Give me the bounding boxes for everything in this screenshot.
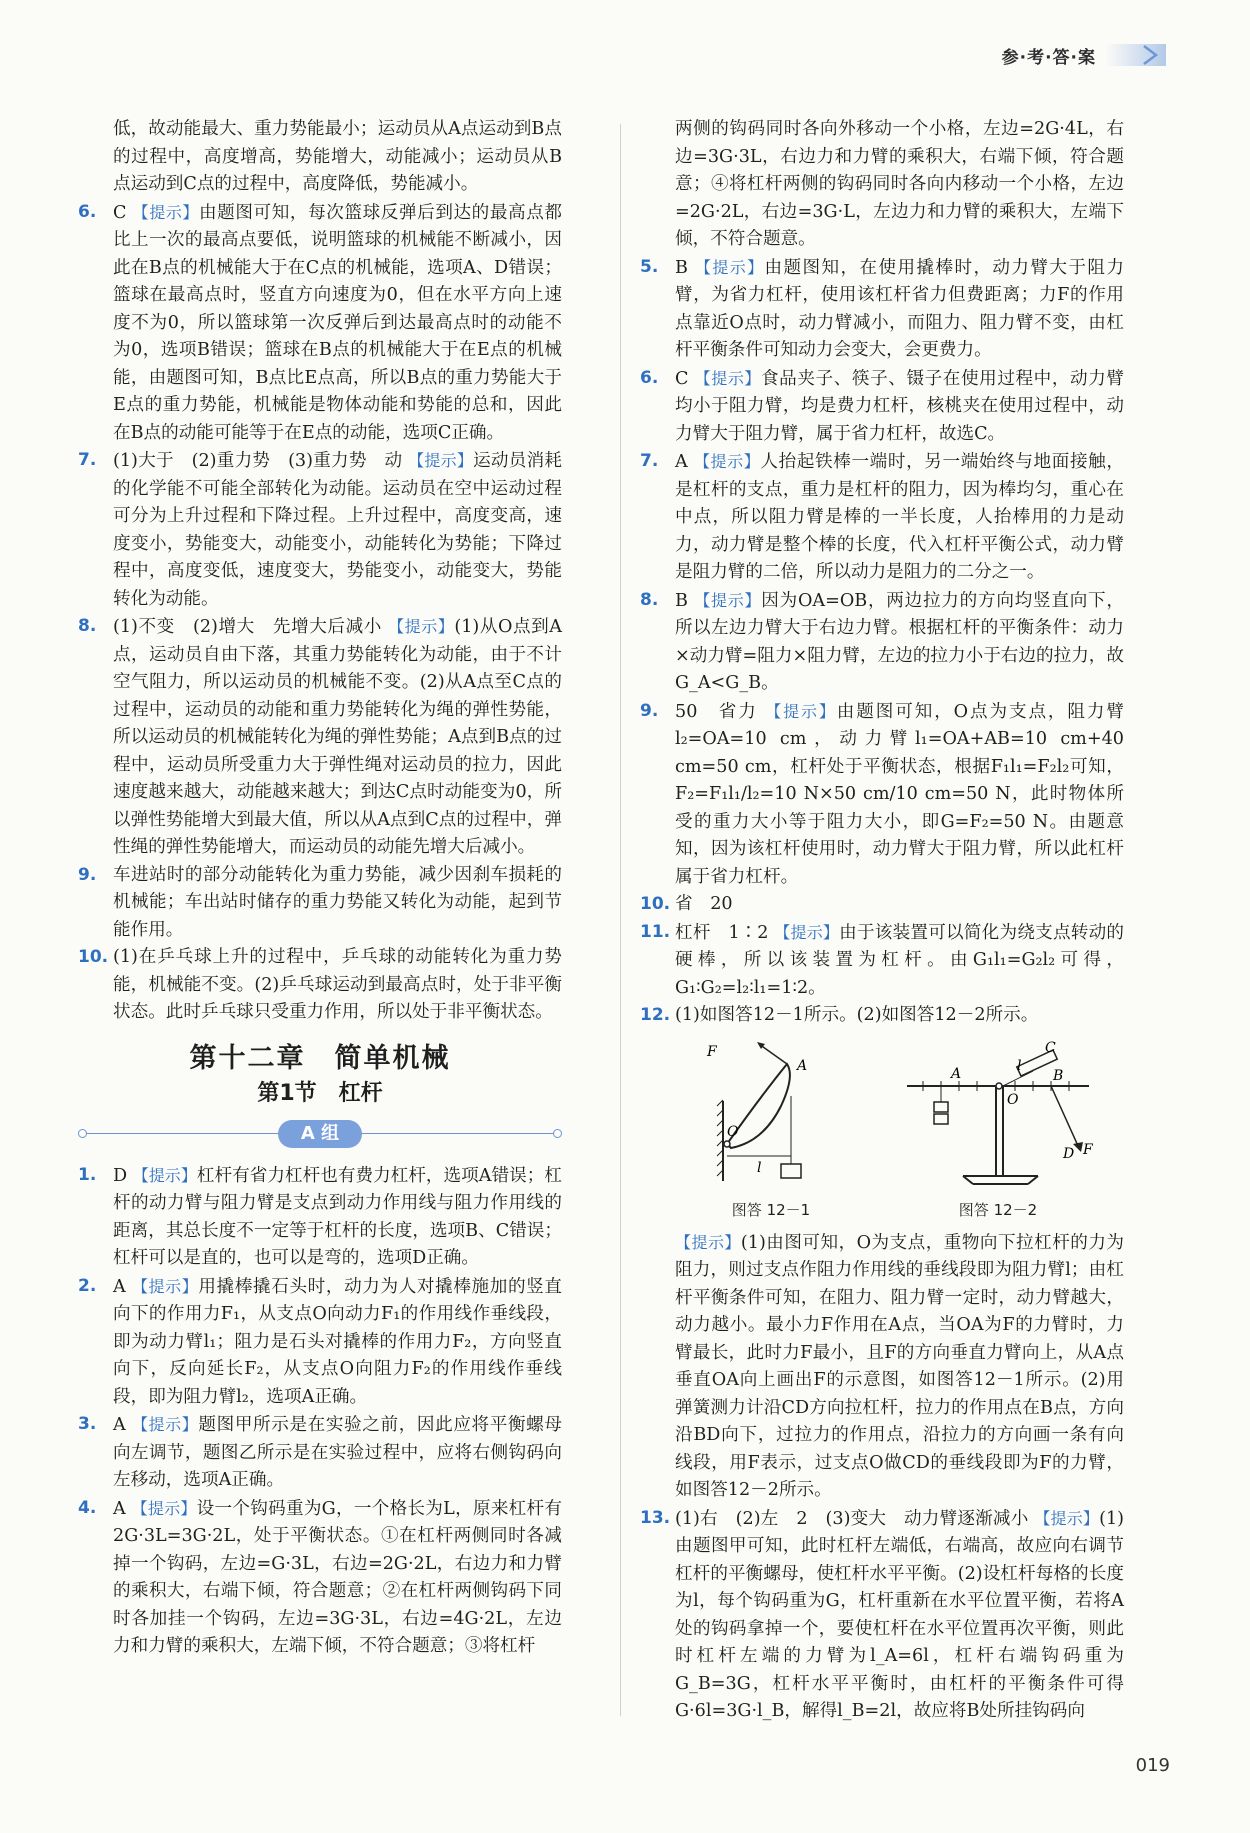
hint-label: 【提示】 bbox=[408, 451, 474, 470]
item-number: 12. bbox=[640, 1005, 671, 1025]
hint-label: 【提示】 bbox=[675, 1232, 741, 1252]
label-l: l bbox=[757, 1159, 762, 1176]
answer-item-7 bbox=[78, 447, 562, 613]
label-F: F bbox=[707, 1043, 717, 1060]
answer-item-a12-hint bbox=[640, 1229, 1124, 1505]
continued-text: 两侧的钩码同时各向外移动一个小格，左边=2G·4L，右边=3G·3L，右边力和力臂的乘积大，右端下倾，符合题意；④将杠杆两侧的钩码同时各向内移动一个小格，左边=2G·2L，右边=3G·L，左边力和力臂的乘积大，左端下倾，不符合题意。 bbox=[675, 119, 1124, 249]
item-number: 2. bbox=[78, 1275, 97, 1296]
label-F: F bbox=[1083, 1141, 1093, 1158]
item-number: 7. bbox=[78, 450, 97, 470]
explanation: 由于该装置可以简化为绕支点转动的硬棒，所以该装置为杠杆。由G₁l₁=G₂l₂可得，G₁∶G₂=l₂∶l₁=1∶2。 bbox=[675, 922, 1124, 998]
explanation: 题图甲所示是在实验之前，因此应将平衡螺母向左调节，题图乙所示是在实验过程中，应将右侧钩码向左移动，选项A正确。 bbox=[113, 1415, 562, 1490]
continued-text: 低，故动能最大、重力势能最小；运动员从A点运动到B点的过程中，高度增高，势能增大，动能减小；运动员从B点运动到C点的过程中，高度降低，势能减小。 bbox=[113, 119, 562, 194]
answer-item-a13 bbox=[640, 1505, 1124, 1726]
answer-choice: A bbox=[675, 452, 688, 472]
figure-12-1 bbox=[701, 1036, 841, 1225]
chapter-title: 第十二章 简单机械 bbox=[189, 1042, 451, 1074]
label-D: D bbox=[1063, 1145, 1075, 1162]
answer-item-a8 bbox=[640, 587, 1124, 698]
hint-label: 【提示】 bbox=[765, 701, 837, 721]
page-header bbox=[1002, 38, 1166, 72]
right-column bbox=[640, 116, 1124, 1726]
answer-item-a11 bbox=[640, 919, 1124, 1003]
lever-diagram-2 bbox=[903, 1036, 1093, 1186]
explanation: 由题图可知，O点为支点，阻力臂l₂=OA=10 cm，动力臂l₁=OA+AB=10 cm+40 cm=50 cm，杠杆处于平衡状态，根据F₁l₁=F₂l₂可知，F₂=F₁l₁/l₂=10 N×50 cm/10 cm=50 N，此时物体所受的重力大小等于阻力大小，即G=F₂=50 N。由题意知，因为该杠杆使用时，动力臂大于阻力臂，所以此杠杆属于省力杠杆。 bbox=[675, 701, 1124, 887]
explanation: 车进站时的部分动能转化为重力势能，减少因刹车损耗的机械能；车出站时储存的重力势能又转化为动能，起到节能作用。 bbox=[113, 864, 562, 940]
answer-item-8 bbox=[78, 613, 562, 862]
explanation: (1)由题图甲可知，此时杠杆左端低，右端高，故应向右调节杠杆的平衡螺母，使杠杆水平平衡。(2)设杠杆每格的长度为l，每个钩码重为G，杠杆重新在水平位置平衡，若将A处的钩码拿掉一个，要使杠杆在水平位置再次平衡，则此时杠杆左端的力臂为l_A=6l，杠杆右端钩码重为G_B=3G，杠杆水平平衡时，由杠杆的平衡条件可得G·6l=3G·l_B，解得l_B=2l，故应将B处所挂钩码向 bbox=[675, 1508, 1125, 1721]
answer-choice: A bbox=[113, 1276, 126, 1297]
explanation: 运动员消耗的化学能不可能全部转化为动能。运动员在空中运动过程可分为上升过程和下降过程。上升过程中，高度变高，速度变小，势能变大，动能变小，动能转化为势能；下降过程中，高度变低，速度变大，势能变小，动能变大，势能转化为动能。 bbox=[113, 451, 562, 609]
answer-choice: D bbox=[113, 1165, 128, 1186]
column-divider bbox=[620, 124, 621, 1716]
answer-choice: (1)右 (2)左 2 (3)变大 动力臂逐渐减小 bbox=[675, 1508, 1029, 1529]
answer-choice: A bbox=[113, 1498, 126, 1519]
answer-item-a9 bbox=[640, 698, 1124, 892]
explanation: 杠杆有省力杠杆也有费力杠杆，选项A错误；杠杆的动力臂与阻力臂是支点到动力作用线与阻力作用线的距离，其总长度不一定等于杠杆的长度，选项B、C错误；杠杆可以是直的，也可以是弯的，选项D正确。 bbox=[113, 1165, 562, 1268]
hint-label: 【提示】 bbox=[131, 1415, 199, 1434]
answer-choice: A bbox=[113, 1415, 126, 1435]
item-number: 10. bbox=[78, 947, 109, 967]
answer-choice: 省 20 bbox=[675, 894, 733, 914]
item-number: 9. bbox=[78, 864, 97, 885]
item-number: 8. bbox=[78, 616, 97, 636]
label-A: A bbox=[797, 1057, 808, 1074]
item-number: 4. bbox=[78, 1497, 97, 1518]
page-number: 019 bbox=[1135, 1755, 1170, 1776]
item-number: 3. bbox=[78, 1414, 97, 1434]
header-label: 参·考·答·案 bbox=[1001, 47, 1096, 68]
answer-choice: C bbox=[113, 202, 127, 223]
hint-label: 【提示】 bbox=[694, 590, 762, 610]
item-number: 1. bbox=[78, 1164, 97, 1185]
item-number: 13. bbox=[640, 1507, 671, 1528]
figure-12-2 bbox=[903, 1036, 1093, 1225]
section-title: 第1节 杠杆 bbox=[257, 1081, 383, 1106]
dot-icon bbox=[78, 1129, 87, 1138]
answer-item-a10 bbox=[640, 891, 1124, 919]
dot-icon bbox=[553, 1129, 562, 1138]
answer-choice: 杠杆 1∶2 bbox=[675, 922, 769, 943]
hint-label: 【提示】 bbox=[132, 202, 199, 222]
answer-choice: (1)大于 (2)重力势 (3)重力势 动 bbox=[113, 451, 403, 471]
answer-item-a2 bbox=[78, 1273, 562, 1412]
label-l: l bbox=[1017, 1057, 1022, 1074]
answer-item-a3 bbox=[78, 1411, 562, 1495]
explanation: 食品夹子、筷子、镊子在使用过程中，动力臂均小于阻力臂，均是费力杠杆，核桃夹在使用过程中，动力臂大于阻力臂，属于省力杠杆，故选C。 bbox=[675, 368, 1124, 444]
chevron-right-icon bbox=[1106, 44, 1166, 66]
item-number: 9. bbox=[640, 700, 659, 721]
explanation: (1)从O点到A点，运动员自由下落，其重力势能转化为动能，由于不计空气阻力，所以运动员的机械能不变。(2)从A点至C点的过程中，运动员的动能和重力势能转化为绳的弹性势能，所以运动员的机械能转化为绳的弹性势能；A点到B点的过程中，运动员所受重力大于弹性绳对运动员的拉力，因此速度越来越大，动能越来越大；到达C点时动能变为0，所以弹性势能增大到最大值，所以从A点到C点的过程中，弹性绳的弹性势能增大，而运动员的动能先增大后减小。 bbox=[113, 617, 562, 857]
answer-choice: 50 省力 bbox=[675, 701, 758, 722]
answer-item-6 bbox=[78, 199, 562, 448]
figure-caption: 图答 12－2 bbox=[958, 1201, 1038, 1219]
answer-item-a7 bbox=[640, 448, 1124, 587]
hint-label: 【提示】 bbox=[694, 257, 765, 277]
hint-label: 【提示】 bbox=[694, 368, 761, 388]
lever-diagram-1 bbox=[701, 1036, 841, 1186]
label-A: A bbox=[951, 1065, 962, 1082]
hint-label: 【提示】 bbox=[131, 1276, 199, 1296]
figure-caption: 图答 12－1 bbox=[731, 1201, 811, 1219]
explanation: (1)由图可知，O为支点，重物向下拉杠杆的力为阻力，则过支点作阻力作用线的垂线段即为阻力臂l；由杠杆平衡条件可知，在阻力、阻力臂一定时，动力臂越大，动力越小。最小力F作用在A点，当OA为F的力臂时，力臂最长，此时力F最小，且F的方向垂直力臂向上，从A点垂直OA向上画出F的示意图，如图答12－1所示。(2)用弹簧测力计沿CD方向拉杠杆，拉力的作用点在B点，方向沿BD向下，过拉力的作用点，沿拉力的方向画一条有向线段，用F表示，过支点O做CD的垂线段即为F的力臂，如图答12－2所示。 bbox=[675, 1232, 1124, 1500]
item-number: 6. bbox=[78, 201, 97, 222]
answer-choice: B bbox=[675, 257, 688, 278]
label-O: O bbox=[727, 1123, 739, 1140]
answer-item-a1 bbox=[78, 1162, 562, 1273]
label-O: O bbox=[1007, 1091, 1019, 1108]
answer-item-a6 bbox=[640, 365, 1124, 449]
item-number: 8. bbox=[640, 589, 659, 610]
explanation: (1)如图答12－1所示。(2)如图答12－2所示。 bbox=[675, 1005, 1039, 1025]
left-column bbox=[78, 116, 562, 1661]
item-number: 10. bbox=[640, 894, 671, 914]
item-number: 7. bbox=[640, 451, 659, 471]
explanation: 由题图可知，每次篮球反弹后到达的最高点都比上一次的最高点要低，说明篮球的机械能不断减小，因此在B点的机械能大于在C点的机械能，选项A、D错误；篮球在最高点时，竖直方向速度为0，但在水平方向上速度不为0，所以篮球第一次反弹后到达最高点时的动能不为0，选项B错误；篮球在B点的机械能大于在E点的机械能，由题图可知，B点比E点高，所以B点的重力势能大于E点的重力势能，机械能是物体动能和势能的总和，因此在B点的动能可能等于在E点的动能，选项C正确。 bbox=[113, 202, 562, 443]
explanation: 由题图知，在使用撬棒时，动力臂大于阻力臂，为省力杠杆，使用该杠杆省力但费距离；力F的作用点靠近O点时，动力臂减小，而阻力、阻力臂不变，由杠杆平衡条件可知动力会变大，会更费力。 bbox=[675, 257, 1124, 360]
item-number: 5. bbox=[640, 256, 659, 277]
hint-label: 【提示】 bbox=[132, 1165, 197, 1185]
answer-choice: B bbox=[675, 590, 688, 611]
item-number: 6. bbox=[640, 367, 659, 388]
hint-label: 【提示】 bbox=[1034, 1508, 1100, 1528]
group-badge: A 组 bbox=[278, 1120, 362, 1148]
explanation: 人抬起铁棒一端时，另一端始终与地面接触，是杠杆的支点，重力是杠杆的阻力，因为棒均匀，重心在中点，所以阻力臂是棒的一半长度，人抬棒用的力是动力，动力臂是整个棒的长度，代入杠杆平衡公式，动力臂是阻力臂的二倍，所以动力是阻力的二分之一。 bbox=[675, 452, 1124, 582]
answer-item-a4 bbox=[78, 1495, 562, 1661]
hint-label: 【提示】 bbox=[693, 452, 761, 471]
answer-choice: (1)不变 (2)增大 先增大后减小 bbox=[113, 617, 382, 637]
hint-label: 【提示】 bbox=[774, 922, 840, 942]
explanation: 因为OA=OB，两边拉力的方向均竖直向下，所以左边力臂大于右边力臂。根据杠杆的平衡条件：动力×动力臂=阻力×阻力臂，左边的拉力小于右边的拉力，故G_A<G_B。 bbox=[675, 590, 1124, 693]
answer-item-a12 bbox=[640, 1002, 1124, 1030]
explanation: 用撬棒撬石头时，动力为人对撬棒施加的竖直向下的作用力F₁，从支点O向动力F₁的作用线作垂线段，即为动力臂l₁；阻力是石头对撬棒的作用力F₂，方向竖直向下，反向延长F₂，从支点O向阻力F₂的作用线作垂线段，即为阻力臂l₂，选项A正确。 bbox=[113, 1276, 562, 1407]
figure-row bbox=[640, 1036, 1124, 1225]
group-heading bbox=[78, 1120, 562, 1148]
answer-item-9 bbox=[78, 862, 562, 945]
hint-label: 【提示】 bbox=[131, 1498, 197, 1518]
explanation: 设一个钩码重为G，一个格长为L，原来杠杆有2G·3L=3G·2L，处于平衡状态。①在杠杆两侧同时各减掉一个钩码，左边=G·3L，右边=2G·2L，右边力和力臂的乘积大，右端下倾，符合题意；②在杠杆两侧钩码下同时各加挂一个钩码，左边=3G·3L，右边=4G·2L，左边力和力臂的乘积大，左端下倾，不符合题意；③将杠杆 bbox=[113, 1498, 562, 1656]
answer-item-10 bbox=[78, 944, 562, 1027]
item-number: 11. bbox=[640, 921, 671, 942]
answer-item-a5 bbox=[640, 254, 1124, 365]
hint-label: 【提示】 bbox=[388, 617, 455, 636]
answer-choice: C bbox=[675, 368, 689, 389]
label-B: B bbox=[1053, 1067, 1064, 1084]
explanation: (1)在乒乓球上升的过程中，乒乓球的动能转化为重力势能，机械能不变。(2)乒乓球运动到最高点时，处于非平衡状态。此时乒乓球只受重力作用，所以处于非平衡状态。 bbox=[113, 947, 562, 1022]
label-C: C bbox=[1045, 1039, 1056, 1056]
